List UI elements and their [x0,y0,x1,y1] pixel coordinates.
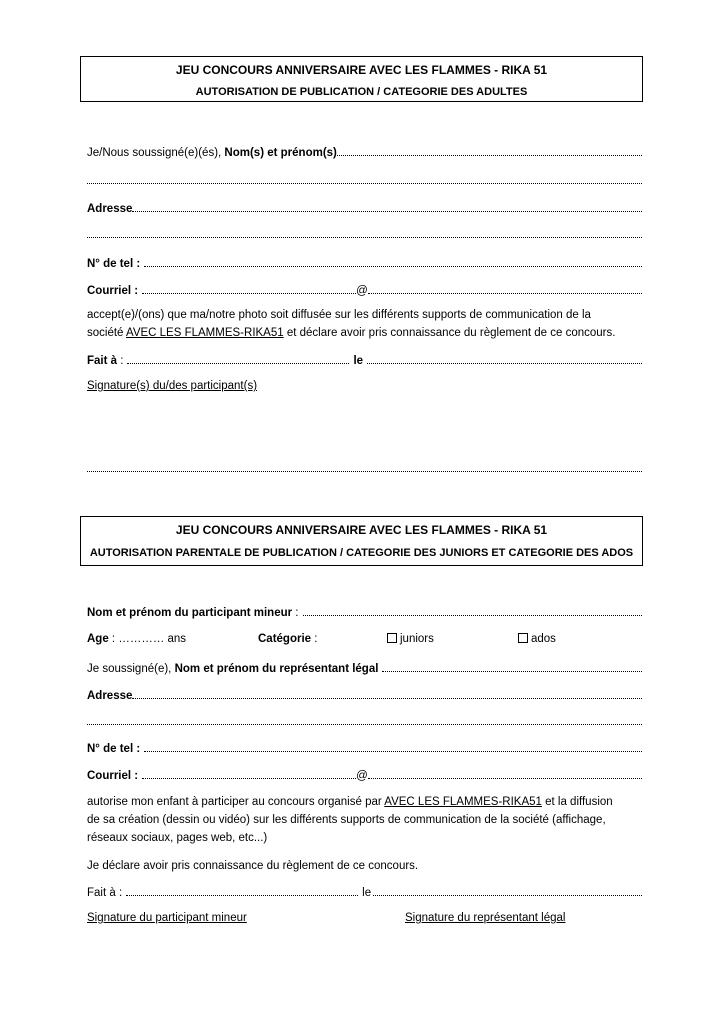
category-colon: : [311,633,318,645]
minors-place-field[interactable] [126,885,358,896]
signature-guardian-label: Signature du représentant légal [405,912,566,924]
option-juniors[interactable] [387,632,434,647]
minors-at-sign: @ [356,770,368,782]
name-label: Nom(s) et prénom(s) [224,147,337,159]
minors-phone-label: N° de tel : [87,743,141,755]
authorize-suffix: et la diffusion [541,796,613,808]
minors-date-field[interactable] [373,885,642,896]
minors-subtitle: AUTORISATION PARENTALE DE PUBLICATION / CATEGORIE DES JUNIORS ET CATEGORIE DES ADOS [89,547,634,559]
minors-header-box [80,516,643,566]
minors-phone-line [87,741,642,757]
date-field[interactable] [367,353,642,364]
consent-prefix: société [87,327,126,339]
guardian-name-field[interactable] [382,661,642,672]
adults-phone-line [87,256,642,272]
fait-label: Fait à [87,355,118,367]
le-label: le [353,355,364,367]
minor-name-line [87,605,642,621]
email-domain-field[interactable] [368,283,642,294]
authorize-prefix: autorise mon enfant à participer au concours organisé par [87,796,385,808]
checkbox-ados[interactable] [518,633,528,643]
minors-address-field-continued[interactable] [87,714,642,725]
minors-title: JEU CONCOURS ANNIVERSAIRE AVEC LES FLAMMES - RIKA 51 [175,523,548,537]
minors-signature-line [87,911,642,926]
option-ados[interactable] [518,632,556,647]
adults-email-line [87,283,642,299]
adults-address-line [87,201,642,217]
authorize-paragraph [87,793,642,847]
at-sign: @ [356,285,368,297]
minors-email-local-field[interactable] [142,768,356,779]
age-label: Age [87,633,109,645]
ados-label: ados [531,633,556,645]
minors-email-domain-field[interactable] [368,768,642,779]
authorize-line-2: de sa création (dessin ou vidéo) sur les différents supports de communication de la société (affichage, [87,814,606,826]
guardian-prefix: Je soussigné(e), [87,663,175,675]
address-field[interactable] [132,201,642,212]
adults-signature-field[interactable] [87,461,642,472]
category-group [258,632,317,647]
minors-address-label: Adresse [87,690,133,702]
address-field-continued[interactable] [87,227,642,238]
name-field[interactable] [337,145,642,156]
age-field[interactable]: : ………… ans [108,633,187,645]
minors-email-label: Courriel : [87,770,139,782]
adults-header-box [80,56,643,102]
guardian-name-line [87,661,642,677]
name-field-continued[interactable] [87,173,642,184]
authorize-line-1 [87,793,642,811]
consent-company-link: AVEC LES FLAMMES-RIKA51 [126,327,284,339]
place-field[interactable] [127,353,349,364]
adults-signature-field-line [87,461,642,472]
declare-text: Je déclare avoir pris connaissance du règlement de ce concours. [87,860,419,872]
phone-label: N° de tel : [87,258,141,270]
minors-fait-label: Fait à : [87,887,123,899]
authorize-company-link: AVEC LES FLAMMES-RIKA51 [384,796,542,808]
address-label: Adresse [87,203,133,215]
minor-name-label: Nom et prénom du participant mineur [87,607,293,619]
adults-title: JEU CONCOURS ANNIVERSAIRE AVEC LES FLAMMES - RIKA 51 [175,63,548,77]
adults-signature-label: Signature(s) du/des participant(s) [87,380,258,392]
authorize-line-3: réseaux sociaux, pages web, etc...) [87,832,268,844]
phone-field[interactable] [144,256,642,267]
consent-line-2 [87,324,642,342]
adults-address-line-2 [87,227,642,238]
minors-address-field[interactable] [132,688,642,699]
minor-name-field[interactable] [303,605,643,616]
minor-name-colon: : [292,607,299,619]
adults-signature-label-line [87,379,642,394]
minors-phone-field[interactable] [144,741,642,752]
signature-minor-label: Signature du participant mineur [87,912,247,924]
minors-address-line [87,688,642,704]
minors-email-line [87,768,642,784]
consent-line-1: accept(e)/(ons) que ma/notre photo soit diffusée sur les différents supports de communication de la [87,309,591,321]
guardian-label: Nom et prénom du représentant légal [174,663,379,675]
declare-line [87,859,642,874]
adults-place-date-line [87,353,642,369]
email-label: Courriel : [87,285,139,297]
adults-subtitle: AUTORISATION DE PUBLICATION / CATEGORIE DES ADULTES [195,86,528,98]
fait-colon: : [117,355,124,367]
minors-le-label: le [362,887,372,899]
adults-name-line [87,145,642,161]
age-category-line [87,632,642,647]
adults-name-line-2 [87,173,642,184]
checkbox-juniors[interactable] [387,633,397,643]
email-local-field[interactable] [142,283,356,294]
minors-place-date-line [87,885,642,901]
minors-address-line-2 [87,714,642,725]
intro-prefix: Je/Nous soussigné(e)(és), [87,147,225,159]
category-label: Catégorie [258,633,312,645]
adults-consent-paragraph [87,306,642,342]
juniors-label: juniors [400,633,434,645]
consent-suffix: et déclare avoir pris connaissance du règlement de ce concours. [283,327,616,339]
